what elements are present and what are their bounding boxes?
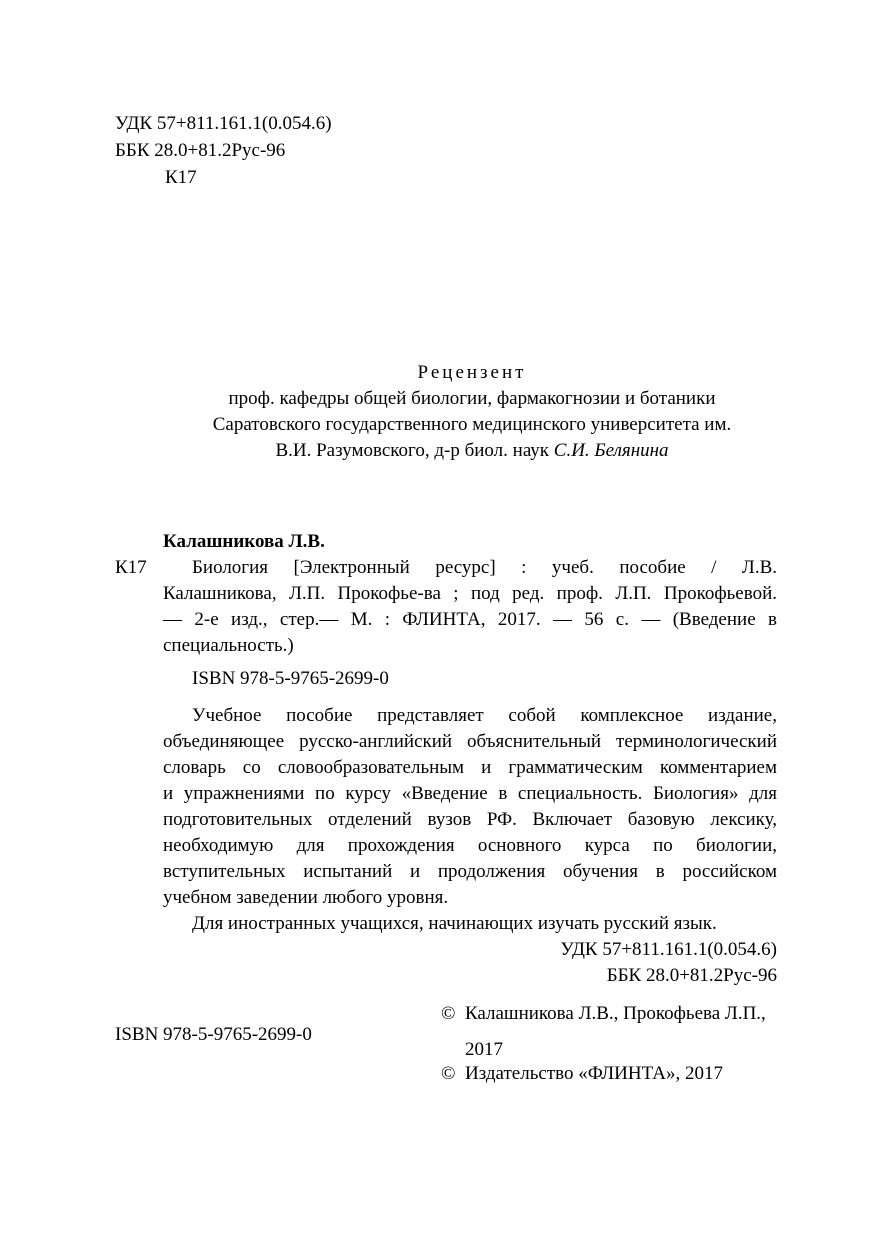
udk-code: УДК 57+811.161.1(0.054.6) [115,113,332,134]
copyright-year: 2017 [465,1039,503,1060]
record-isbn: ISBN 978-5-9765-2699-0 [192,668,389,689]
annotation-bbk: ББК 28.0+81.2Рус-96 [606,965,777,986]
copyright-publisher: Издательство «ФЛИНТА», 2017 [465,1063,723,1084]
annotation-udk: УДК 57+811.161.1(0.054.6) [560,939,777,960]
annotation-line: вступительных испытаний и продолжения обучения в российском [163,861,777,882]
reviewer-name: С.И. Белянина [553,440,669,461]
reviewer-line-2: Саратовского государственного медицинского университета им. [212,414,732,435]
description-line: специальность.) [163,635,294,656]
annotation-audience: Для иностранных учащихся, начинающих изучать русский язык. [192,913,717,934]
annotation-line: словарь со словообразовательным и грамматическим комментарием [163,757,777,778]
copyright-symbol: © [441,1003,456,1024]
annotation-line: объединяющее русско-английский объяснительный терминологический [163,731,777,752]
copyright-symbol: © [441,1063,456,1084]
copyright-authors: Калашникова Л.В., Прокофьева Л.П., [465,1003,766,1024]
annotation-line: учебном заведении любого уровня. [163,887,449,908]
reviewer-credentials: В.И. Разумовского, д-р биол. наук [275,440,554,461]
footer-isbn: ISBN 978-5-9765-2699-0 [115,1024,312,1045]
book-author: Калашникова Л.В. [163,531,325,552]
bbk-code: ББК 28.0+81.2Рус-96 [115,140,286,161]
author-mark: К17 [165,167,197,188]
annotation-line: подготовительных отделений вузов РФ. Включает базовую лексику, [163,809,777,830]
annotation-line: и упражнениями по курсу «Введение в специальность. Биология» для [163,783,777,804]
description-line: Калашникова, Л.П. Прокофье-ва ; под ред. проф. Л.П. Прокофьевой. [163,583,777,604]
reviewer-heading: Рецензент [417,362,527,383]
annotation-line: необходимую для прохождения основного курса по биологии, [163,835,777,856]
description-line: — 2-е изд., стер.— М. : ФЛИНТА, 2017. — 56 с. — (Введение в [163,609,777,630]
description-line: Биология [Электронный ресурс] : учеб. пособие / Л.В. [192,557,777,578]
reviewer-line-3 [0,440,875,463]
record-author-mark: К17 [115,557,147,578]
reviewer-line-1: проф. кафедры общей биологии, фармакогнозии и ботаники [228,388,716,409]
annotation-line: Учебное пособие представляет собой комплексное издание, [192,705,777,726]
